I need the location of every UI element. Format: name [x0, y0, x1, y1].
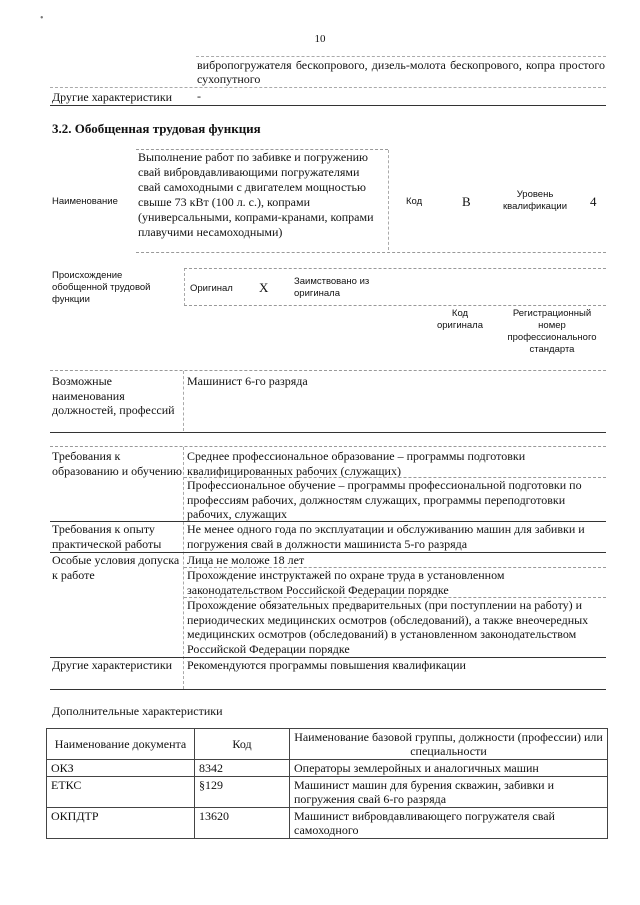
gtf-level-value: 4 — [590, 194, 597, 209]
special-item-1: Лица не моложе 18 лет — [187, 553, 305, 567]
table-row — [47, 808, 608, 839]
continuation-text: вибропогружателя бескопрового, дизель-молота бескопрового, копра простого сухопутного — [197, 58, 605, 86]
row-group: Машинист вибровдавливающего погружателя свай самоходного — [290, 808, 608, 839]
continuation-other-value: - — [197, 89, 201, 103]
corner-mark: • — [40, 13, 44, 24]
row-document: ЕТКС — [47, 777, 195, 808]
origin-borrowed: Заимствовано из оригинала — [294, 276, 370, 299]
continuation-top-line — [196, 56, 606, 57]
special-item-2: Прохождение инструктажей по охране труда в установленном законодательством Российской Федерации порядке — [187, 568, 505, 597]
row-code: 8342 — [195, 760, 290, 777]
origin-code-original: Код оригинала — [436, 308, 483, 331]
table-row — [47, 777, 608, 808]
other-label: Другие характеристики — [52, 658, 173, 672]
positions-label: Возможные наименования должностей, профессий — [52, 374, 175, 418]
education-item-1: Среднее профессиональное образование – программы подготовки квалифицированных рабочих (служащих) — [187, 449, 526, 478]
continuation-bottom-line — [50, 105, 606, 106]
gtf-code-value: В — [462, 194, 471, 209]
gtf-divider — [388, 150, 389, 250]
gtf-bottom-line — [136, 252, 606, 253]
positions-bottom-line — [50, 432, 606, 433]
origin-mark: Х — [259, 280, 269, 295]
origin-divider-1 — [184, 268, 185, 306]
gtf-name-label: Наименование — [52, 196, 118, 207]
origin-bottom-line — [184, 305, 606, 306]
additional-title: Дополнительные характеристики — [52, 704, 223, 718]
experience-label: Требования к опыту практической работы — [52, 522, 162, 551]
positions-top-line — [50, 370, 606, 371]
row-group: Операторы землеройных и аналогичных машин — [290, 760, 608, 777]
education-label: Требования к образованию и обучению — [52, 449, 182, 478]
continuation-divider — [50, 87, 606, 88]
header-group: Наименование базовой группы, должности (профессии) или специальности — [290, 729, 608, 760]
gtf-level-label: Уровень квалификации — [502, 189, 568, 212]
row-code: 13620 — [195, 808, 290, 839]
origin-reg-number: Регистрационный номер профессионального стандарта — [507, 308, 597, 355]
gtf-top-line — [136, 149, 388, 150]
requirements-divider — [183, 447, 184, 689]
special-label: Особые условия допуска к работе — [52, 553, 180, 582]
table-header-row — [47, 729, 608, 760]
row-document: ОКПДТР — [47, 808, 195, 839]
requirements-top-line — [50, 446, 606, 447]
experience-value: Не менее одного года по эксплуатации и обслуживанию машин для забивки и погружения свай в должности машиниста 5-го разряда — [187, 522, 585, 551]
section-title: 3.2. Обобщенная трудовая функция — [52, 121, 261, 136]
origin-label: Происхождение обобщенной трудовой функции — [52, 270, 151, 305]
additional-table — [46, 728, 608, 839]
education-item-2: Профессиональное обучение – программы профессиональной подготовки по профессиям рабочих, должностям служащих, программы переподготовки рабочих, служащих — [187, 478, 582, 522]
positions-divider — [183, 371, 184, 431]
header-code: Код — [195, 729, 290, 760]
origin-top-line — [184, 268, 606, 269]
gtf-code-label: Код — [406, 196, 423, 207]
origin-original: Оригинал — [190, 283, 233, 294]
other-value: Рекомендуются программы повышения квалификации — [187, 658, 466, 672]
row-group: Машинист машин для бурения скважин, забивки и погружения свай 6-го разряда — [290, 777, 608, 808]
positions-value: Машинист 6-го разряда — [187, 374, 308, 388]
page-number: 10 — [314, 33, 326, 45]
requirements-bottom-line — [50, 689, 606, 690]
row-document: ОКЗ — [47, 760, 195, 777]
special-item-3: Прохождение обязательных предварительных (при поступлении на работу) и периодических медицинских осмотров (обследований), а также внеочередных медицинских осмотров (обследований) в установленном законодательством Российской Федерации порядке — [187, 598, 589, 656]
header-document: Наименование документа — [47, 729, 195, 760]
continuation-other-label: Другие характеристики — [52, 90, 173, 104]
gtf-name-value: Выполнение работ по забивке и погружению свай вибровдавливающими погружателями свай самоходными с двигателем мощностью свыше 73 кВт (100 л. с.), копрами (универсальными, копрами-кранами, копрами плавучими несамоходными) — [138, 150, 374, 239]
table-row — [47, 760, 608, 777]
row-code: §129 — [195, 777, 290, 808]
